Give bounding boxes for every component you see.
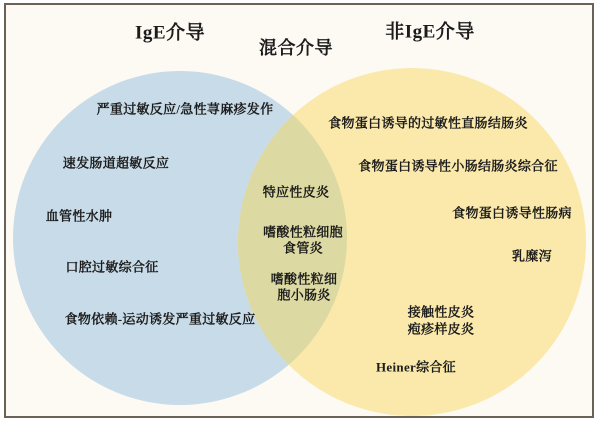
non-ige-title: 非IgE介导 — [385, 21, 475, 43]
non-ige-item: Heiner综合征 — [376, 359, 456, 375]
mixed-item-line: 胞小肠炎 — [277, 287, 331, 303]
mixed-item: 特应性皮炎 — [262, 184, 330, 200]
mixed-title: 混合介导 — [259, 38, 333, 58]
non-ige-item: 接触性皮炎 — [407, 304, 475, 320]
non-ige-item: 疱疹样皮炎 — [407, 321, 475, 337]
ige-item: 血管性水肿 — [45, 208, 113, 224]
non-ige-item: 食物蛋白诱导性肠病 — [452, 205, 572, 221]
mixed-item-line: 嗜酸性粒细胞 — [263, 224, 343, 240]
non-ige-item: 食物蛋白诱导的过敏性直肠结肠炎 — [328, 115, 528, 131]
ige-item: 食物依赖-运动诱发严重过敏反应 — [64, 311, 256, 327]
ige-item: 严重过敏反应/急性荨麻疹发作 — [96, 101, 274, 117]
ige-title: IgE介导 — [134, 22, 206, 44]
mixed-item-line: 嗜酸性粒细 — [270, 271, 338, 287]
mixed-item-line: 食管炎 — [283, 240, 323, 256]
ige-item: 速发肠道超敏反应 — [62, 155, 170, 171]
ige-item: 口腔过敏综合征 — [65, 259, 159, 275]
non-ige-item: 乳糜泻 — [512, 248, 552, 264]
non-ige-item: 食物蛋白诱导性小肠结肠炎综合征 — [358, 158, 558, 174]
